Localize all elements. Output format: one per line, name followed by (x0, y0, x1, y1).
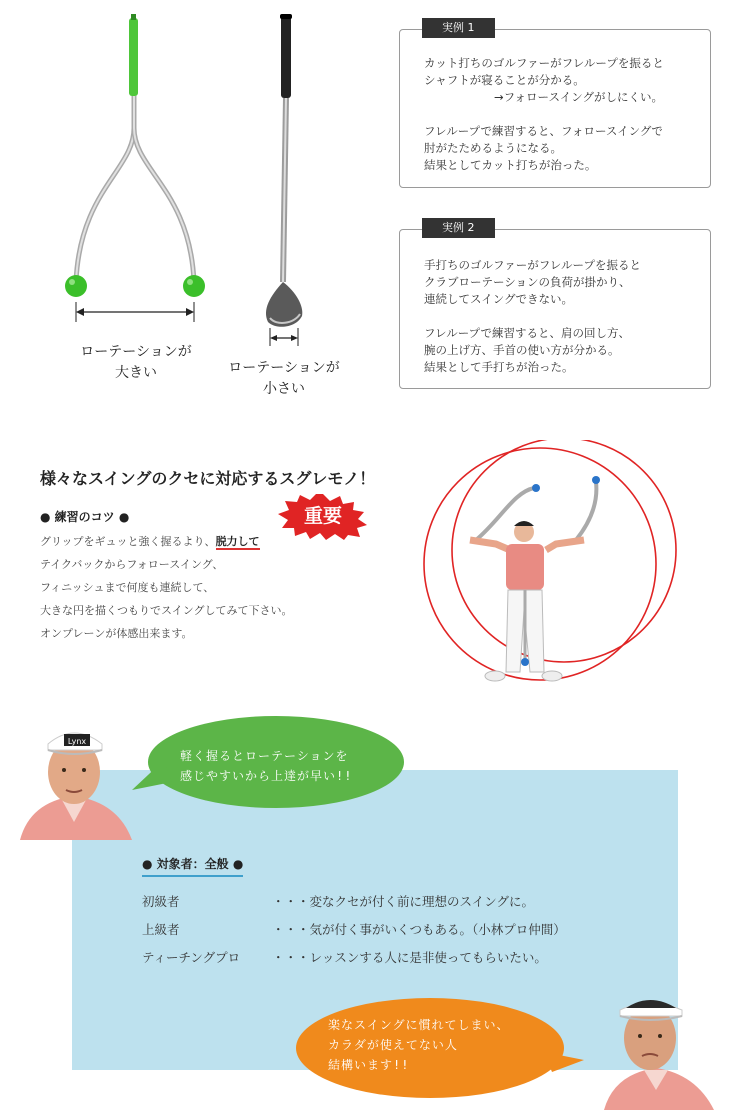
green-grip (129, 18, 138, 96)
orange-bubble-text (328, 1015, 510, 1075)
bubble-line: 感じやすいから上達が早い!! (180, 769, 353, 783)
bubble-line: 結構います!! (328, 1058, 410, 1072)
green-ball-right (183, 275, 205, 297)
section-heading: 様々なスイングのクセに対応するスグレモノ！ (40, 469, 376, 488)
flexible-club-illustration (65, 14, 205, 322)
caption-line: ローテーションが (228, 360, 340, 376)
target-row-desc: ・・・気が付く事がいくつもある。（小林プロ仲間） (272, 922, 566, 937)
tips-line: フィニッシュまで何度も連続して、 (40, 581, 215, 594)
green-ball-left (65, 275, 87, 297)
example-text: 結果として手打ちが治った。 (424, 360, 574, 374)
tips-line: オンプレーンが体感出来ます。 (40, 627, 193, 640)
tips-line: テイクバックからフォロースイング、 (40, 558, 224, 571)
tips-title: ● 練習のコツ ● (40, 510, 130, 524)
example-text: シャフトが寝ることが分かる。 (424, 73, 585, 87)
bubble-line: カラダが使えてない人 (328, 1038, 458, 1052)
example-box-1 (399, 21, 711, 188)
black-grip (281, 16, 291, 98)
instructor-photo-bottom (584, 970, 724, 1110)
caption-line: ローテーションが (80, 344, 192, 360)
target-audience-title: ● 対象者：全般 ● (142, 855, 243, 877)
regular-club-caption (214, 358, 354, 400)
target-row-desc: ・・・レッスンする人に是非使ってもらいたい。 (272, 950, 547, 965)
target-row-desc: ・・・変なクセが付く前に理想のスイングに。 (272, 894, 535, 909)
example-text: カット打ちのゴルファーがフレループを振ると (424, 56, 664, 70)
bubble-line: 軽く握るとローテーションを (180, 749, 349, 763)
example-text: クラブローテーションの負荷が掛かり、 (424, 275, 631, 289)
regular-club-illustration (266, 14, 302, 346)
green-bubble-text (180, 746, 352, 786)
important-stamp-label: 重要 (303, 505, 342, 527)
tips-emphasis: 脱力して (215, 535, 260, 548)
example-text: 肘がたためるようになる。 (424, 141, 562, 155)
example-text: 手打ちのゴルファーがフレループを振ると (424, 258, 641, 272)
example-tag: 実例 1 (422, 18, 495, 38)
swing-illustration (400, 440, 720, 700)
tips-text (40, 530, 293, 645)
example-text: 連続してスイングできない。 (424, 292, 574, 306)
target-row-who: ティーチングプロ (142, 950, 241, 965)
example-text: フレループで練習すると、フォロースイングで (424, 124, 663, 138)
tips-line: 大きな円を描くつもりでスイングしてみて下さい。 (40, 604, 293, 617)
example-tag: 実例 2 (422, 218, 495, 238)
target-row-who: 初級者 (142, 894, 180, 909)
instructor-photo-top (10, 700, 140, 840)
cap-logo-text: Lynx (67, 737, 87, 746)
target-row-who: 上級者 (142, 922, 180, 937)
caption-line: 小さい (263, 381, 305, 397)
example-text: 結果としてカット打ちが治った。 (424, 158, 597, 172)
example-text: 腕の上げ方、手首の使い方が分かる。 (424, 343, 620, 357)
example-text: フレループで練習すると、肩の回し方、 (424, 326, 631, 340)
example-box-2 (399, 221, 711, 389)
example-text: →フォロースイングがしにくい。 (494, 90, 664, 104)
caption-line: 大きい (115, 365, 157, 381)
bubble-line: 楽なスイングに慣れてしまい、 (328, 1018, 510, 1032)
tips-line: グリップをギュッと強く握るより、 (40, 535, 216, 548)
flexible-club-caption (66, 342, 206, 384)
